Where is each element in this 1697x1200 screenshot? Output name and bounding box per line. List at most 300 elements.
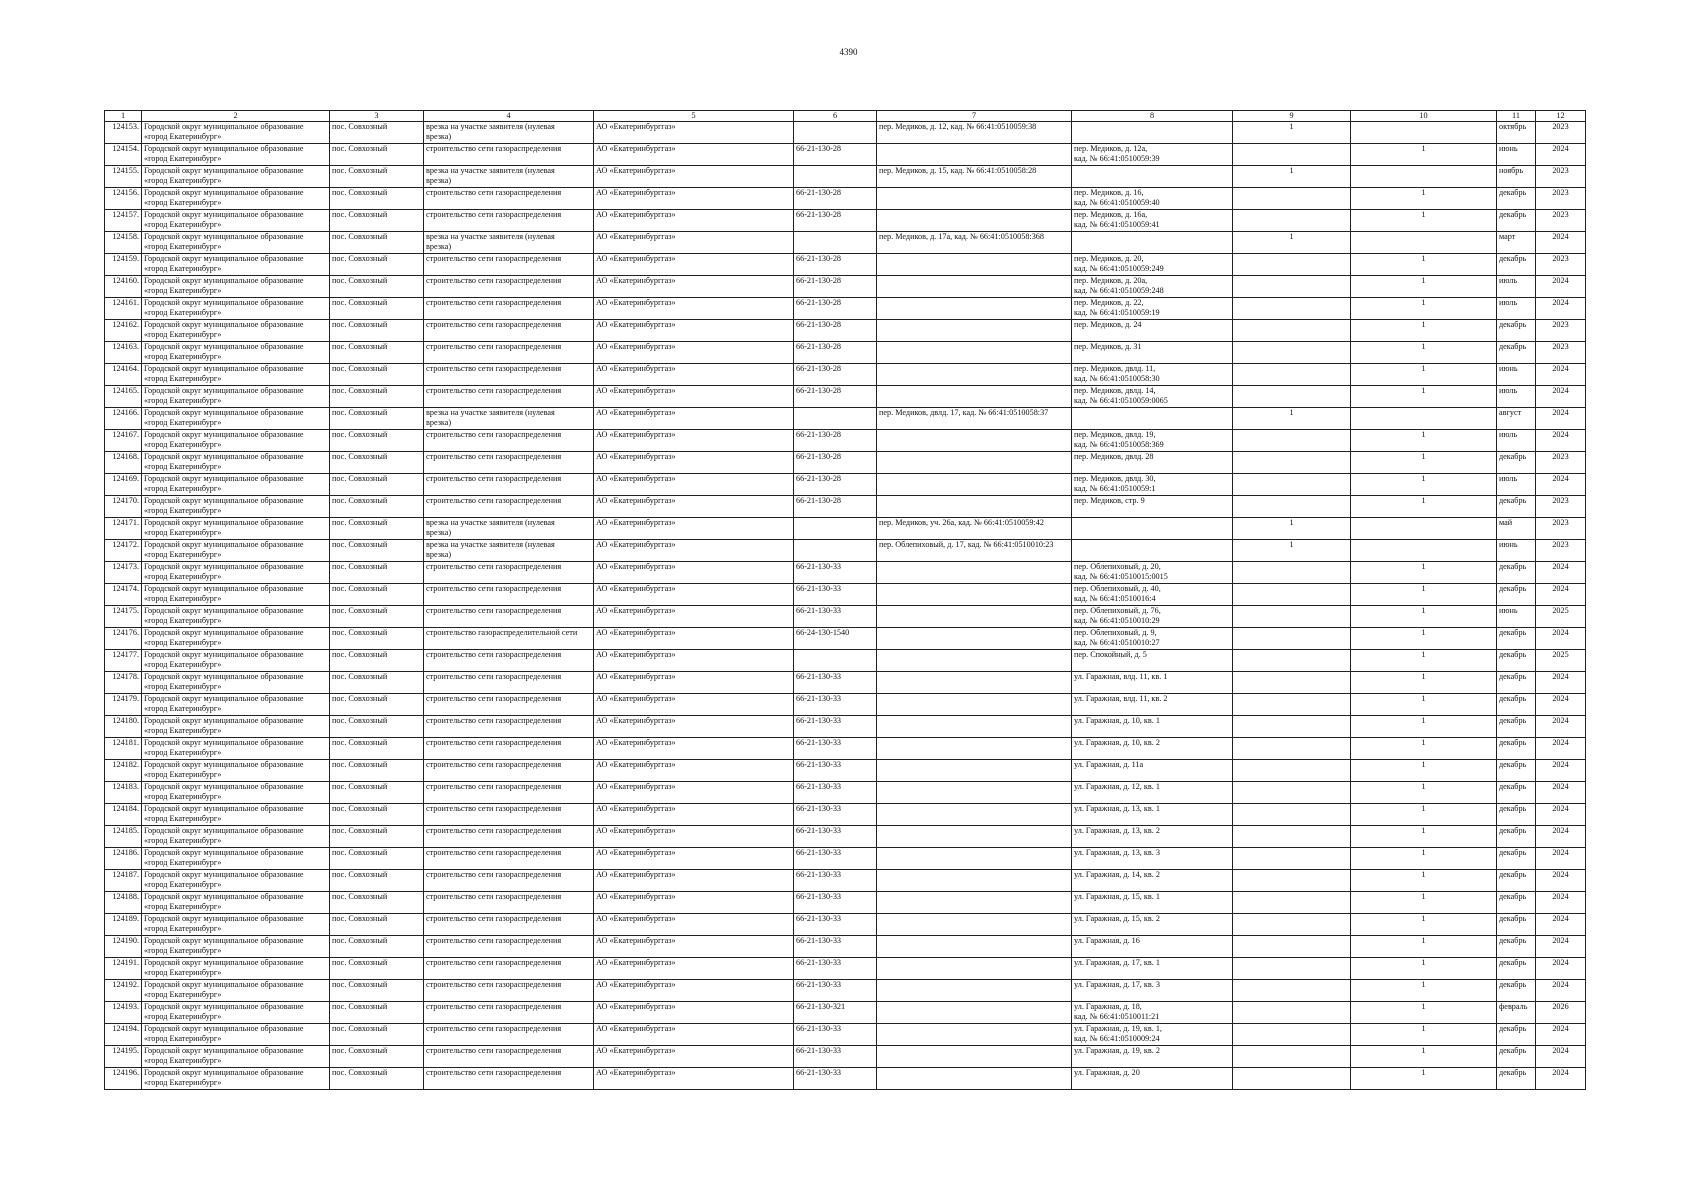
column-number-row (105, 111, 1586, 122)
column-header: 10 (1351, 111, 1497, 122)
organization-cell (594, 298, 794, 320)
month-cell (1497, 958, 1536, 980)
address-cell-line: ул. Гаражная, д. 10, кв. 1 (1074, 716, 1160, 725)
count-col9-cell (1233, 694, 1351, 716)
municipality-cell-line: Городской округ муниципальное образование (144, 364, 304, 373)
table-row (105, 628, 1586, 650)
organization-cell (594, 474, 794, 496)
row-number-line: 124161. (112, 298, 139, 307)
table-row (105, 606, 1586, 628)
organization-cell-line: АО «Екатеринбурггаз» (596, 584, 676, 593)
work-type-cell (424, 562, 594, 584)
year-cell (1536, 782, 1586, 804)
address-cadastral-cell (877, 1002, 1072, 1024)
count-col9-cell (1233, 914, 1351, 936)
locality-cell (330, 738, 424, 760)
count-col9-cell (1233, 232, 1351, 254)
row-number-line: 124174. (112, 584, 139, 593)
work-type-cell-line: строительство сети газораспределения (426, 738, 562, 747)
count-col10-cell-line: 1 (1421, 1002, 1426, 1011)
year-cell-line: 2024 (1552, 562, 1569, 571)
row-number (105, 1002, 142, 1024)
project-code-cell-line: 66-21-130-33 (796, 782, 842, 791)
count-col10-cell-line: 1 (1421, 276, 1426, 285)
municipality-cell-line: Городской округ муниципальное образование (144, 408, 304, 417)
row-number (105, 364, 142, 386)
project-code-cell (794, 452, 877, 474)
year-cell-line: 2024 (1552, 980, 1569, 989)
count-col10-cell-line: 1 (1421, 782, 1426, 791)
year-cell-line: 2026 (1552, 1002, 1569, 1011)
count-col10-cell (1351, 650, 1497, 672)
municipality-cell-line: Городской округ муниципальное образование (144, 298, 304, 307)
address-cadastral-cell (877, 782, 1072, 804)
year-cell-line: 2024 (1552, 716, 1569, 725)
project-code-cell-line: 66-21-130-28 (796, 320, 842, 329)
municipality-cell (142, 826, 330, 848)
count-col9-cell (1233, 826, 1351, 848)
organization-cell (594, 188, 794, 210)
address-cell (1072, 210, 1233, 232)
table-row (105, 584, 1586, 606)
count-col10-cell (1351, 298, 1497, 320)
month-cell (1497, 144, 1536, 166)
address-cell-line: кад. № 66:41:0510059:41 (1074, 219, 1160, 229)
locality-cell (330, 320, 424, 342)
project-code-cell (794, 496, 877, 518)
locality-cell-line: пос. Совхозный (332, 144, 388, 153)
address-cell-line: пер. Спокойный, д. 5 (1074, 650, 1147, 659)
organization-cell (594, 716, 794, 738)
work-type-cell (424, 386, 594, 408)
locality-cell-line: пос. Совхозный (332, 518, 388, 527)
count-col9-cell (1233, 628, 1351, 650)
address-cell (1072, 826, 1233, 848)
organization-cell (594, 166, 794, 188)
municipality-cell-line: «город Екатеринбург» (144, 131, 222, 141)
table-row (105, 826, 1586, 848)
locality-cell-line: пос. Совхозный (332, 496, 388, 505)
month-cell-line: декабрь (1499, 452, 1527, 461)
organization-cell (594, 914, 794, 936)
project-code-cell-line: 66-21-130-28 (796, 496, 842, 505)
work-type-cell-line: строительство сети газораспределения (426, 386, 562, 395)
count-col9-cell-line: 1 (1289, 518, 1294, 527)
locality-cell-line: пос. Совхозный (332, 936, 388, 945)
address-cell (1072, 320, 1233, 342)
project-code-cell (794, 166, 877, 188)
locality-cell-line: пос. Совхозный (332, 452, 388, 461)
count-col10-cell (1351, 914, 1497, 936)
month-cell (1497, 848, 1536, 870)
year-cell-line: 2024 (1552, 144, 1569, 153)
address-cadastral-cell (877, 540, 1072, 562)
month-cell (1497, 1046, 1536, 1068)
locality-cell-line: пос. Совхозный (332, 122, 388, 131)
count-col10-cell (1351, 1002, 1497, 1024)
table-row (105, 1068, 1586, 1090)
locality-cell (330, 826, 424, 848)
row-number-line: 124169. (112, 474, 139, 483)
row-number-line: 124166. (112, 408, 139, 417)
count-col10-cell-line: 1 (1421, 804, 1426, 813)
locality-cell (330, 958, 424, 980)
organization-cell (594, 870, 794, 892)
month-cell (1497, 232, 1536, 254)
work-type-cell-line: строительство сети газораспределения (426, 496, 562, 505)
work-type-cell-line: строительство сети газораспределения (426, 562, 562, 571)
year-cell (1536, 716, 1586, 738)
count-col10-cell-line: 1 (1421, 144, 1426, 153)
municipality-cell (142, 804, 330, 826)
row-number (105, 408, 142, 430)
year-cell (1536, 562, 1586, 584)
month-cell (1497, 914, 1536, 936)
locality-cell-line: пос. Совхозный (332, 298, 388, 307)
organization-cell-line: АО «Екатеринбурггаз» (596, 210, 676, 219)
address-cell (1072, 958, 1233, 980)
registry-table (104, 110, 1586, 1090)
month-cell (1497, 364, 1536, 386)
organization-cell (594, 518, 794, 540)
table-row (105, 430, 1586, 452)
locality-cell (330, 760, 424, 782)
locality-cell (330, 276, 424, 298)
municipality-cell-line: Городской округ муниципальное образование (144, 804, 304, 813)
year-cell-line: 2024 (1552, 1024, 1569, 1033)
year-cell-line: 2024 (1552, 826, 1569, 835)
count-col10-cell-line: 1 (1421, 738, 1426, 747)
work-type-cell (424, 650, 594, 672)
work-type-cell-line: строительство сети газораспределения (426, 364, 562, 373)
year-cell-line: 2024 (1552, 892, 1569, 901)
row-number (105, 1068, 142, 1090)
organization-cell-line: АО «Екатеринбурггаз» (596, 144, 676, 153)
address-cadastral-cell (877, 562, 1072, 584)
project-code-cell-line: 66-21-130-28 (796, 254, 842, 263)
project-code-cell (794, 870, 877, 892)
address-cell-line: ул. Гаражная, д. 13, кв. 2 (1074, 826, 1160, 835)
count-col9-cell (1233, 188, 1351, 210)
organization-cell (594, 760, 794, 782)
locality-cell-line: пос. Совхозный (332, 782, 388, 791)
page-number: 4390 (839, 47, 858, 57)
work-type-cell-line: строительство сети газораспределения (426, 254, 562, 263)
municipality-cell-line: Городской округ муниципальное образование (144, 1068, 304, 1077)
municipality-cell-line: «город Екатеринбург» (144, 923, 222, 933)
address-cell-line: кад. № 66:41:0510059:249 (1074, 263, 1164, 273)
year-cell (1536, 936, 1586, 958)
address-cell-line: пер. Медиков, д. 24 (1074, 320, 1142, 329)
year-cell (1536, 254, 1586, 276)
locality-cell-line: пос. Совхозный (332, 210, 388, 219)
row-number-line: 124194. (112, 1024, 139, 1033)
address-cadastral-cell (877, 936, 1072, 958)
year-cell (1536, 122, 1586, 144)
municipality-cell-line: Городской округ муниципальное образование (144, 826, 304, 835)
organization-cell-line: АО «Екатеринбурггаз» (596, 672, 676, 681)
locality-cell (330, 364, 424, 386)
address-cell (1072, 628, 1233, 650)
organization-cell (594, 936, 794, 958)
organization-cell-line: АО «Екатеринбурггаз» (596, 980, 676, 989)
count-col10-cell (1351, 782, 1497, 804)
address-cell-line: кад. № 66:41:0510059:39 (1074, 153, 1160, 163)
month-cell-line: декабрь (1499, 892, 1527, 901)
municipality-cell-line: «город Екатеринбург» (144, 1077, 222, 1087)
work-type-cell-line: строительство сети газораспределения (426, 782, 562, 791)
row-number (105, 914, 142, 936)
year-cell (1536, 672, 1586, 694)
organization-cell (594, 122, 794, 144)
month-cell (1497, 408, 1536, 430)
count-col9-cell (1233, 210, 1351, 232)
month-cell-line: декабрь (1499, 672, 1527, 681)
count-col10-cell (1351, 1068, 1497, 1090)
municipality-cell-line: Городской округ муниципальное образование (144, 694, 304, 703)
address-cell (1072, 1024, 1233, 1046)
month-cell-line: декабрь (1499, 320, 1527, 329)
locality-cell-line: пос. Совхозный (332, 540, 388, 549)
work-type-cell-line: врезка на участке заявителя (нулевая (426, 166, 555, 175)
address-cell-line: кад. № 66:41:0510059:0065 (1074, 395, 1168, 405)
month-cell-line: июль (1499, 298, 1518, 307)
work-type-cell (424, 672, 594, 694)
year-cell (1536, 320, 1586, 342)
count-col10-cell (1351, 210, 1497, 232)
count-col9-cell (1233, 606, 1351, 628)
row-number (105, 188, 142, 210)
year-cell (1536, 760, 1586, 782)
month-cell-line: июнь (1499, 540, 1518, 549)
address-cell (1072, 188, 1233, 210)
count-col10-cell (1351, 738, 1497, 760)
organization-cell (594, 1024, 794, 1046)
municipality-cell-line: Городской округ муниципальное образование (144, 386, 304, 395)
project-code-cell (794, 254, 877, 276)
municipality-cell (142, 474, 330, 496)
row-number-line: 124158. (112, 232, 139, 241)
organization-cell (594, 606, 794, 628)
locality-cell-line: пос. Совхозный (332, 694, 388, 703)
address-cadastral-cell-line: пер. Медиков, д. 17а, кад. № 66:41:0510058:368 (879, 232, 1044, 241)
row-number-line: 124177. (112, 650, 139, 659)
work-type-cell (424, 782, 594, 804)
municipality-cell (142, 276, 330, 298)
municipality-cell (142, 364, 330, 386)
count-col9-cell (1233, 144, 1351, 166)
municipality-cell-line: «город Екатеринбург» (144, 835, 222, 845)
count-col10-cell-line: 1 (1421, 694, 1426, 703)
municipality-cell-line: Городской округ муниципальное образование (144, 276, 304, 285)
municipality-cell (142, 408, 330, 430)
table-row (105, 188, 1586, 210)
count-col10-cell (1351, 474, 1497, 496)
municipality-cell-line: «город Екатеринбург» (144, 967, 222, 977)
work-type-cell-line: строительство сети газораспределения (426, 980, 562, 989)
year-cell (1536, 606, 1586, 628)
address-cell (1072, 166, 1233, 188)
organization-cell-line: АО «Екатеринбурггаз» (596, 848, 676, 857)
organization-cell (594, 628, 794, 650)
locality-cell-line: пос. Совхозный (332, 804, 388, 813)
count-col10-cell-line: 1 (1421, 672, 1426, 681)
address-cell (1072, 738, 1233, 760)
work-type-cell (424, 716, 594, 738)
month-cell-line: декабрь (1499, 628, 1527, 637)
locality-cell (330, 936, 424, 958)
project-code-cell (794, 694, 877, 716)
project-code-cell (794, 782, 877, 804)
organization-cell-line: АО «Екатеринбурггаз» (596, 782, 676, 791)
column-header: 6 (794, 111, 877, 122)
row-number-line: 124168. (112, 452, 139, 461)
work-type-cell (424, 342, 594, 364)
address-cell-line: кад. № 66:41:0510016:4 (1074, 593, 1156, 603)
address-cell (1072, 496, 1233, 518)
municipality-cell-line: Городской округ муниципальное образование (144, 672, 304, 681)
address-cell (1072, 1002, 1233, 1024)
organization-cell (594, 496, 794, 518)
year-cell-line: 2024 (1552, 1046, 1569, 1055)
year-cell-line: 2025 (1552, 606, 1569, 615)
month-cell-line: декабрь (1499, 804, 1527, 813)
municipality-cell (142, 650, 330, 672)
municipality-cell (142, 980, 330, 1002)
address-cell (1072, 474, 1233, 496)
address-cell-line: ул. Гаражная, д. 19, кв. 2 (1074, 1046, 1160, 1055)
work-type-cell-line: строительство сети газораспределения (426, 298, 562, 307)
count-col10-cell (1351, 1024, 1497, 1046)
organization-cell-line: АО «Екатеринбурггаз» (596, 386, 676, 395)
address-cell-line: пер. Облепиховый, д. 40, (1074, 584, 1161, 593)
locality-cell (330, 342, 424, 364)
municipality-cell-line: Городской округ муниципальное образование (144, 848, 304, 857)
organization-cell (594, 540, 794, 562)
row-number-line: 124181. (112, 738, 139, 747)
work-type-cell-line: врезка на участке заявителя (нулевая (426, 540, 555, 549)
address-cell-line: ул. Гаражная, д. 14, кв. 2 (1074, 870, 1160, 879)
address-cadastral-cell-line: пер. Медиков, д. 12, кад. № 66:41:0510059:38 (879, 122, 1037, 131)
project-code-cell-line: 66-21-130-33 (796, 980, 842, 989)
project-code-cell (794, 518, 877, 540)
address-cadastral-cell (877, 452, 1072, 474)
address-cell-line: пер. Медиков, двлд. 28 (1074, 452, 1154, 461)
locality-cell-line: пос. Совхозный (332, 1002, 388, 1011)
address-cell-line: пер. Медиков, д. 20, (1074, 254, 1144, 263)
work-type-cell (424, 958, 594, 980)
municipality-cell-line: «город Екатеринбург» (144, 571, 222, 581)
project-code-cell (794, 826, 877, 848)
municipality-cell (142, 342, 330, 364)
count-col10-cell-line: 1 (1421, 760, 1426, 769)
locality-cell-line: пос. Совхозный (332, 738, 388, 747)
work-type-cell-line: строительство сети газораспределения (426, 144, 562, 153)
project-code-cell (794, 430, 877, 452)
count-col10-cell-line: 1 (1421, 496, 1426, 505)
locality-cell-line: пос. Совхозный (332, 430, 388, 439)
year-cell-line: 2024 (1552, 430, 1569, 439)
organization-cell (594, 1068, 794, 1090)
locality-cell-line: пос. Совхозный (332, 364, 388, 373)
table-row (105, 298, 1586, 320)
locality-cell (330, 650, 424, 672)
year-cell-line: 2023 (1552, 496, 1569, 505)
municipality-cell (142, 782, 330, 804)
row-number (105, 848, 142, 870)
month-cell-line: июль (1499, 430, 1518, 439)
address-cell-line: кад. № 66:41:0510009:24 (1074, 1033, 1160, 1043)
municipality-cell-line: Городской округ муниципальное образование (144, 606, 304, 615)
year-cell (1536, 166, 1586, 188)
work-type-cell (424, 936, 594, 958)
row-number (105, 1024, 142, 1046)
municipality-cell (142, 694, 330, 716)
locality-cell (330, 562, 424, 584)
municipality-cell-line: Городской округ муниципальное образование (144, 122, 304, 131)
count-col10-cell (1351, 276, 1497, 298)
address-cadastral-cell (877, 518, 1072, 540)
row-number (105, 232, 142, 254)
municipality-cell (142, 1068, 330, 1090)
month-cell (1497, 782, 1536, 804)
row-number (105, 122, 142, 144)
count-col9-cell-line: 1 (1289, 232, 1294, 241)
project-code-cell-line: 66-21-130-28 (796, 298, 842, 307)
row-number-line: 124175. (112, 606, 139, 615)
count-col9-cell (1233, 298, 1351, 320)
year-cell-line: 2024 (1552, 848, 1569, 857)
address-cadastral-cell (877, 364, 1072, 386)
year-cell (1536, 518, 1586, 540)
year-cell (1536, 210, 1586, 232)
work-type-cell-line: врезка) (426, 417, 452, 427)
address-cell-line: кад. № 66:41:0510059:1 (1074, 483, 1156, 493)
address-cell-line: пер. Медиков, д. 20а, (1074, 276, 1148, 285)
work-type-cell (424, 496, 594, 518)
municipality-cell (142, 166, 330, 188)
work-type-cell-line: строительство сети газораспределения (426, 1046, 562, 1055)
address-cell (1072, 584, 1233, 606)
row-number-line: 124189. (112, 914, 139, 923)
row-number (105, 628, 142, 650)
locality-cell (330, 628, 424, 650)
address-cell (1072, 892, 1233, 914)
project-code-cell-line: 66-21-130-33 (796, 936, 842, 945)
locality-cell-line: пос. Совхозный (332, 188, 388, 197)
municipality-cell (142, 914, 330, 936)
count-col10-cell-line: 1 (1421, 342, 1426, 351)
address-cell (1072, 298, 1233, 320)
address-cell-line: ул. Гаражная, д. 18, (1074, 1002, 1142, 1011)
municipality-cell-line: «город Екатеринбург» (144, 307, 222, 317)
locality-cell (330, 452, 424, 474)
month-cell-line: июль (1499, 474, 1518, 483)
address-cadastral-cell (877, 408, 1072, 430)
month-cell (1497, 826, 1536, 848)
address-cell (1072, 694, 1233, 716)
row-number (105, 276, 142, 298)
organization-cell-line: АО «Екатеринбурггаз» (596, 804, 676, 813)
month-cell-line: декабрь (1499, 342, 1527, 351)
municipality-cell-line: «город Екатеринбург» (144, 505, 222, 515)
work-type-cell (424, 848, 594, 870)
work-type-cell (424, 1002, 594, 1024)
address-cadastral-cell (877, 496, 1072, 518)
organization-cell-line: АО «Екатеринбурггаз» (596, 254, 676, 263)
municipality-cell-line: «город Екатеринбург» (144, 175, 222, 185)
project-code-cell-line: 66-21-130-28 (796, 386, 842, 395)
